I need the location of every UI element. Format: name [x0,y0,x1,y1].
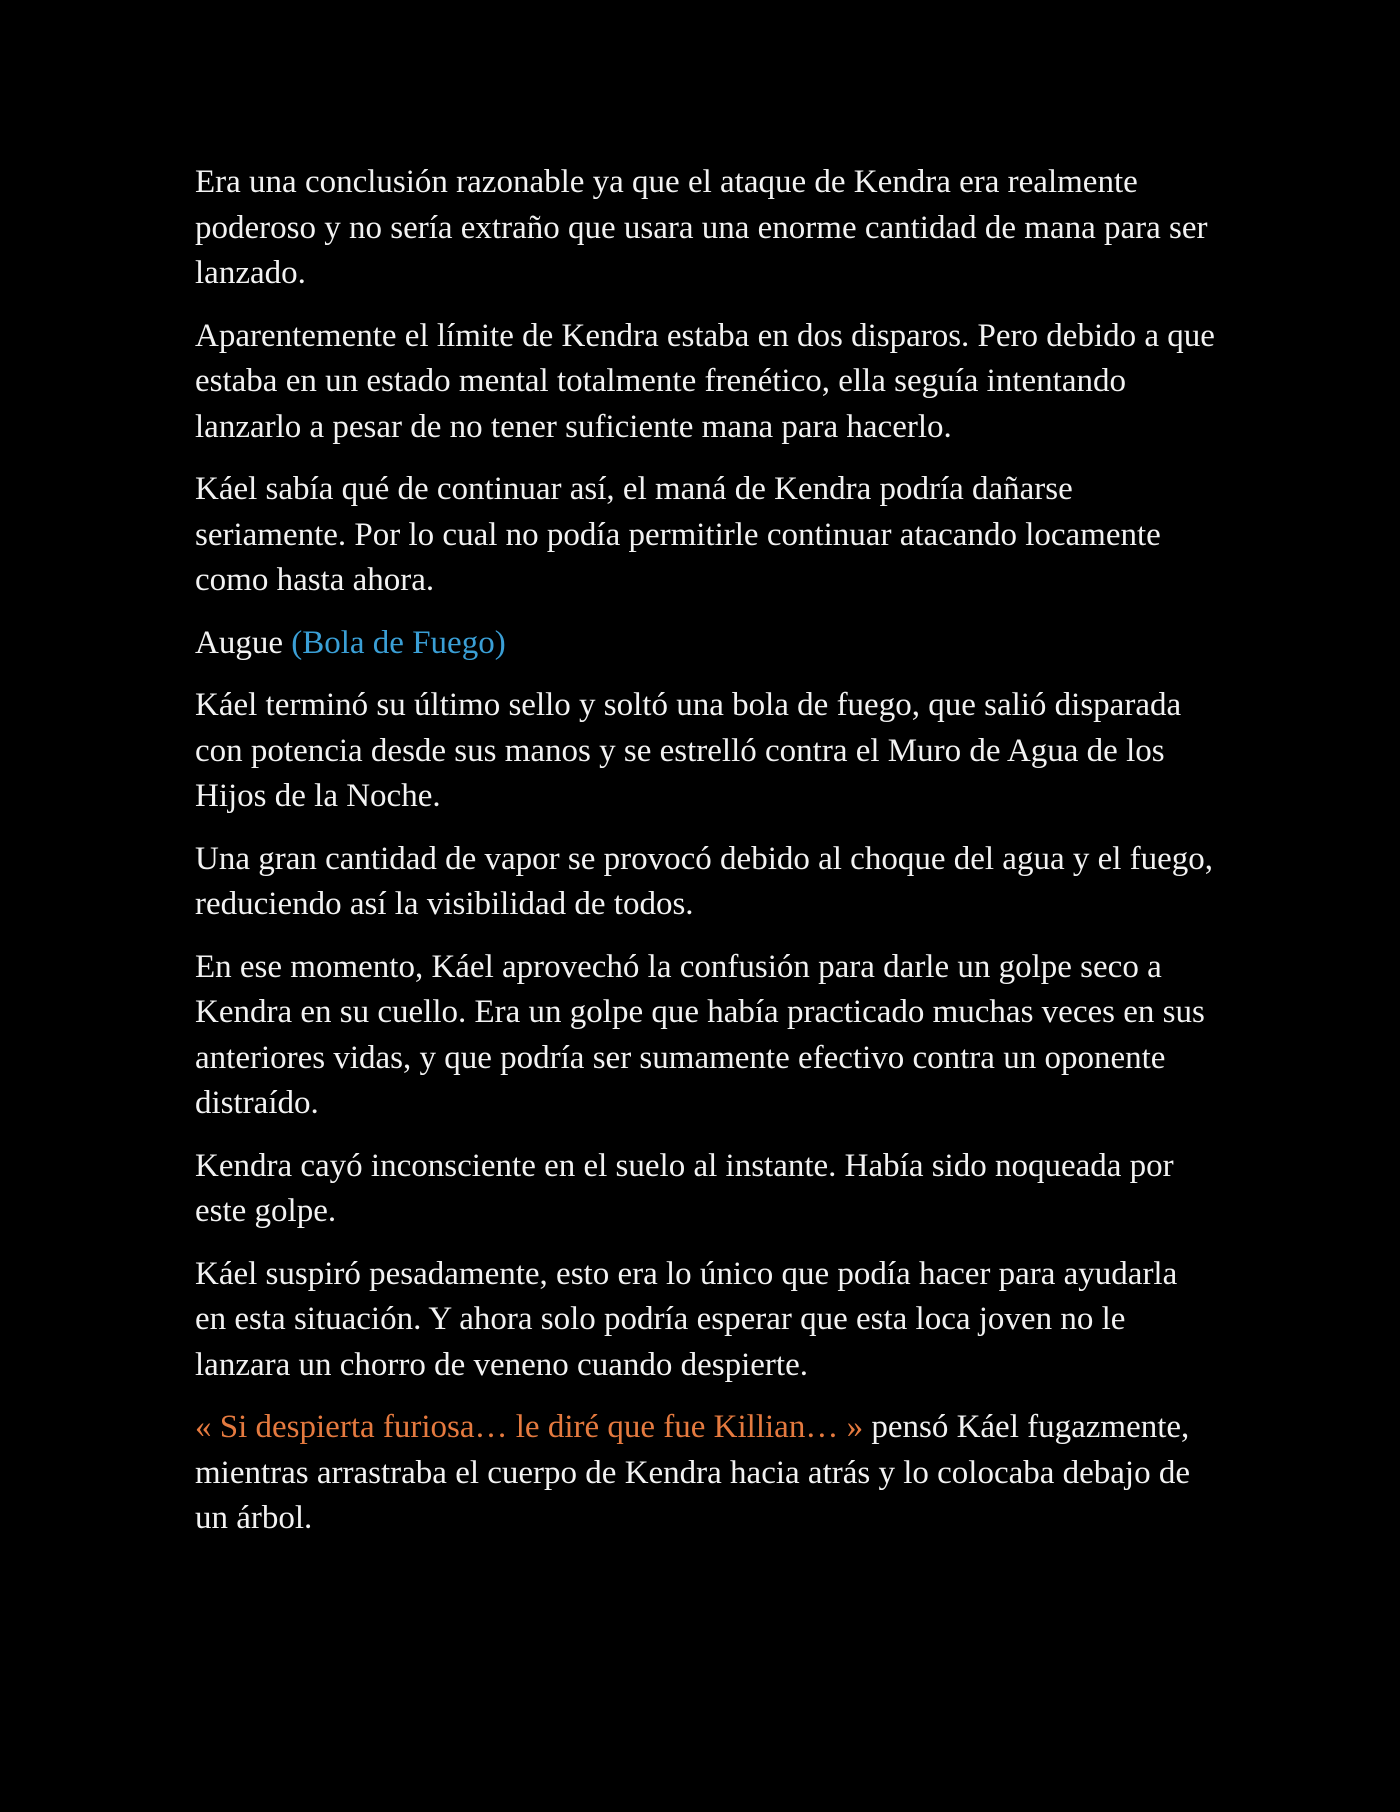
thought-narration: pensó Káel fugazmente, mientras arrastraba el cuerpo de Kendra hacia atrás y lo colocaba debajo de un árbol. [195,1409,1190,1536]
paragraph: Era una conclusión razonable ya que el ataque de Kendra era realmente poderoso y no sería extraño que usara una enorme cantidad de mana para ser lanzado. [195,164,1208,291]
thought-quote: « Si despierta furiosa… le diré que fue Killian… » [195,1409,864,1445]
spell-name: (Bola de Fuego) [291,624,506,661]
paragraph: Káel suspiró pesadamente, esto era lo único que podía hacer para ayudarla en esta situación. Y ahora solo podría esperar que esta loca joven no le lanzara un chorro de veneno cuando despierte. [195,1255,1178,1383]
paragraph: Una gran cantidad de vapor se provocó debido al choque del agua y el fuego, reduciendo así la visibilidad de todos. [195,840,1214,922]
paragraph: Káel terminó su último sello y soltó una bola de fuego, que salió disparada con potencia desde sus manos y se estrelló contra el Muro de Agua de los Hijos de la Noche. [195,687,1182,814]
spell-prefix: Augue [195,624,292,661]
story-text [195,160,1215,1559]
spell-paragraph [195,621,1215,667]
paragraph: Aparentemente el límite de Kendra estaba en dos disparos. Pero debido a que estaba en un estado mental totalmente frenético, ella seguía intentando lanzarlo a pesar de no tener suficiente mana para hacerlo. [195,317,1215,445]
paragraph: Káel sabía qué de continuar así, el maná de Kendra podría dañarse seriamente. Por lo cual no podía permitirle continuar atacando locamente como hasta ahora. [195,471,1161,598]
thought-paragraph [195,1405,1215,1542]
paragraph: Kendra cayó inconsciente en el suelo al instante. Había sido noqueada por este golpe. [195,1147,1174,1229]
paragraph: En ese momento, Káel aprovechó la confusión para darle un golpe seco a Kendra en su cuello. Era un golpe que había practicado muchas veces en sus anteriores vidas, y que podría ser sumamente efectivo contra un oponente distraído. [195,948,1205,1121]
